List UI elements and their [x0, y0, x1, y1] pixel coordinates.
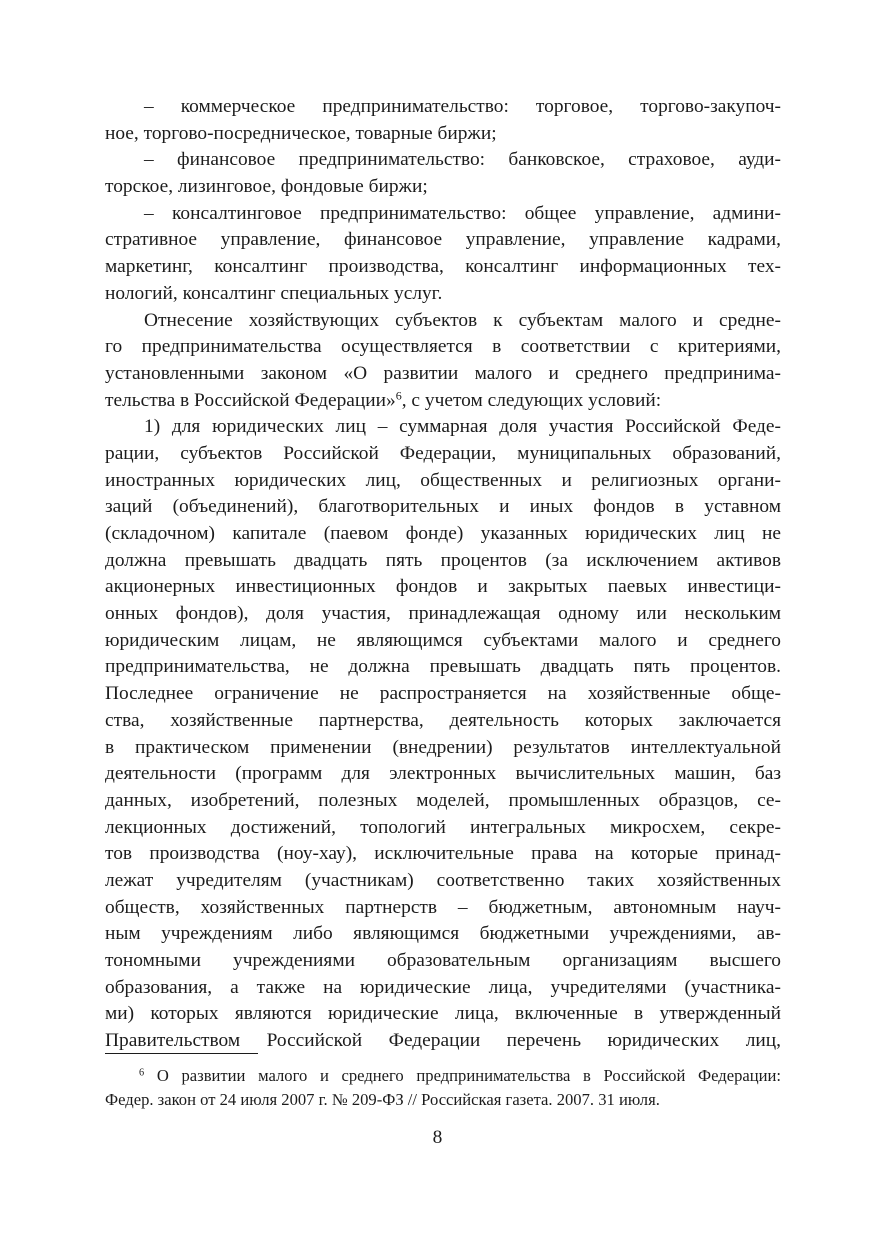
line-text: иностранных юридических лиц, общественных и религиозных органи-: [105, 469, 781, 491]
line-text: – финансовое предпринимательство: банковское, страховое, ауди-: [144, 149, 781, 171]
text-line: [105, 388, 781, 415]
text-line: [105, 681, 781, 708]
line-text: ное, торгово-посредническое, товарные биржи;: [105, 122, 497, 144]
text-line: [105, 174, 781, 201]
text-line: [105, 521, 781, 548]
line-text: – коммерческое предпринимательство: торговое, торгово-закупоч-: [144, 96, 781, 117]
line-text: акционерных инвестиционных фондов и закрытых паевых инвестици-: [105, 576, 781, 598]
line-text: тономными учреждениями образовательным организациям высшего: [105, 950, 781, 971]
text-line: [105, 1001, 781, 1028]
text-line: [105, 94, 781, 121]
text-line: [105, 574, 781, 601]
text-line: [105, 601, 781, 628]
footnote-separator: [105, 1053, 258, 1054]
text-line: [105, 975, 781, 1002]
line-text: Правительством Российской Федерации перечень юридических лиц,: [105, 1030, 781, 1052]
text-line: [105, 708, 781, 735]
line-text: должна превышать двадцать пять процентов (за исключением активов: [105, 549, 781, 571]
line-text: обществ, хозяйственных партнерств – бюджетным, автономным науч-: [105, 896, 781, 918]
line-text: 1) для юридических лиц – суммарная доля участия Российской Феде-: [144, 416, 781, 438]
line-text: деятельности (программ для электронных вычислительных машин, баз: [105, 763, 781, 785]
text-line: [105, 468, 781, 495]
line-text: ным учреждениям либо являющимся бюджетными учреждениями, ав-: [105, 923, 781, 945]
text-line: [105, 201, 781, 228]
text-line: [105, 414, 781, 441]
text-line: [105, 895, 781, 922]
line-text: маркетинг, консалтинг производства, консалтинг информационных тех-: [105, 256, 781, 278]
text-line: [105, 841, 781, 868]
text-line: [105, 948, 781, 975]
line-text: стративное управление, финансовое управление, управление кадрами,: [105, 229, 781, 251]
text-line: [105, 628, 781, 655]
line-text: (складочном) капитале (паевом фонде) указанных юридических лиц не: [105, 523, 781, 544]
footnote-line: [105, 1088, 781, 1112]
main-text: [105, 94, 781, 1055]
text-line: [105, 735, 781, 762]
footnote-reference: 6: [395, 387, 402, 402]
line-text: Федер. закон от 24 июля 2007 г. № 209-ФЗ // Российская газета. 2007. 31 июля.: [105, 1089, 660, 1109]
line-text: предпринимательства, не должна превышать двадцать пять процентов.: [105, 656, 781, 678]
line-text: , с учетом следующих условий:: [401, 389, 662, 411]
line-text: Последнее ограничение не распространяется на хозяйственные обще-: [105, 683, 781, 705]
text-line: [105, 868, 781, 895]
line-text: лекционных достижений, топологий интегральных микросхем, секре-: [105, 816, 781, 838]
line-text: лежат учредителям (участникам) соответственно таких хозяйственных: [105, 869, 781, 891]
line-text: тов производства (ноу-хау), исключительные права на которые принад-: [105, 843, 781, 865]
line-text: заций (объединений), благотворительных и иных фондов в уставном: [105, 496, 781, 518]
footnotes: [105, 1064, 781, 1111]
text-line: [105, 494, 781, 521]
line-text: онных фондов), доля участия, принадлежащая одному или нескольким: [105, 603, 781, 625]
text-line: [105, 441, 781, 468]
text-line: [105, 121, 781, 148]
text-line: [105, 254, 781, 281]
footnote-marker: 6: [139, 1067, 145, 1079]
text-line: [105, 921, 781, 948]
text-line: [105, 308, 781, 335]
line-text: тельства в Российской Федерации»: [105, 389, 396, 411]
text-line: [105, 815, 781, 842]
text-line: [105, 361, 781, 388]
page-number: 8: [432, 1127, 443, 1148]
line-text: образования, а также на юридические лица, учредителями (участника-: [105, 976, 781, 998]
line-text: Отнесение хозяйствующих субъектов к субъектам малого и средне-: [144, 309, 781, 331]
line-text: го предпринимательства осуществляется в соответствии с критериями,: [105, 336, 781, 358]
text-line: [105, 227, 781, 254]
text-line: [105, 1028, 781, 1055]
text-line: [105, 281, 781, 308]
line-text: О развитии малого и среднего предпринимательства в Российской Федерации:: [144, 1066, 781, 1085]
line-text: – консалтинговое предпринимательство: общее управление, админи-: [144, 202, 781, 224]
footnote-line: [105, 1064, 781, 1088]
line-text: юридическим лицам, не являющимся субъектами малого и среднего: [105, 629, 781, 651]
line-text: ства, хозяйственные партнерства, деятельность которых заключается: [105, 709, 781, 731]
line-text: рации, субъектов Российской Федерации, муниципальных образований,: [105, 442, 781, 464]
line-text: установленными законом «О развитии малого и среднего предпринима-: [105, 362, 781, 384]
line-text: ми) которых являются юридические лица, включенные в утвержденный: [105, 1003, 781, 1025]
line-text: торское, лизинговое, фондовые биржи;: [105, 176, 428, 198]
text-line: [105, 654, 781, 681]
text-line: [105, 147, 781, 174]
line-text: в практическом применении (внедрении) результатов интеллектуальной: [105, 736, 781, 758]
text-line: [105, 334, 781, 361]
text-line: [105, 788, 781, 815]
line-text: данных, изобретений, полезных моделей, промышленных образцов, се-: [105, 789, 781, 811]
line-text: нологий, консалтинг специальных услуг.: [105, 282, 443, 304]
text-line: [105, 761, 781, 788]
text-line: [105, 548, 781, 575]
